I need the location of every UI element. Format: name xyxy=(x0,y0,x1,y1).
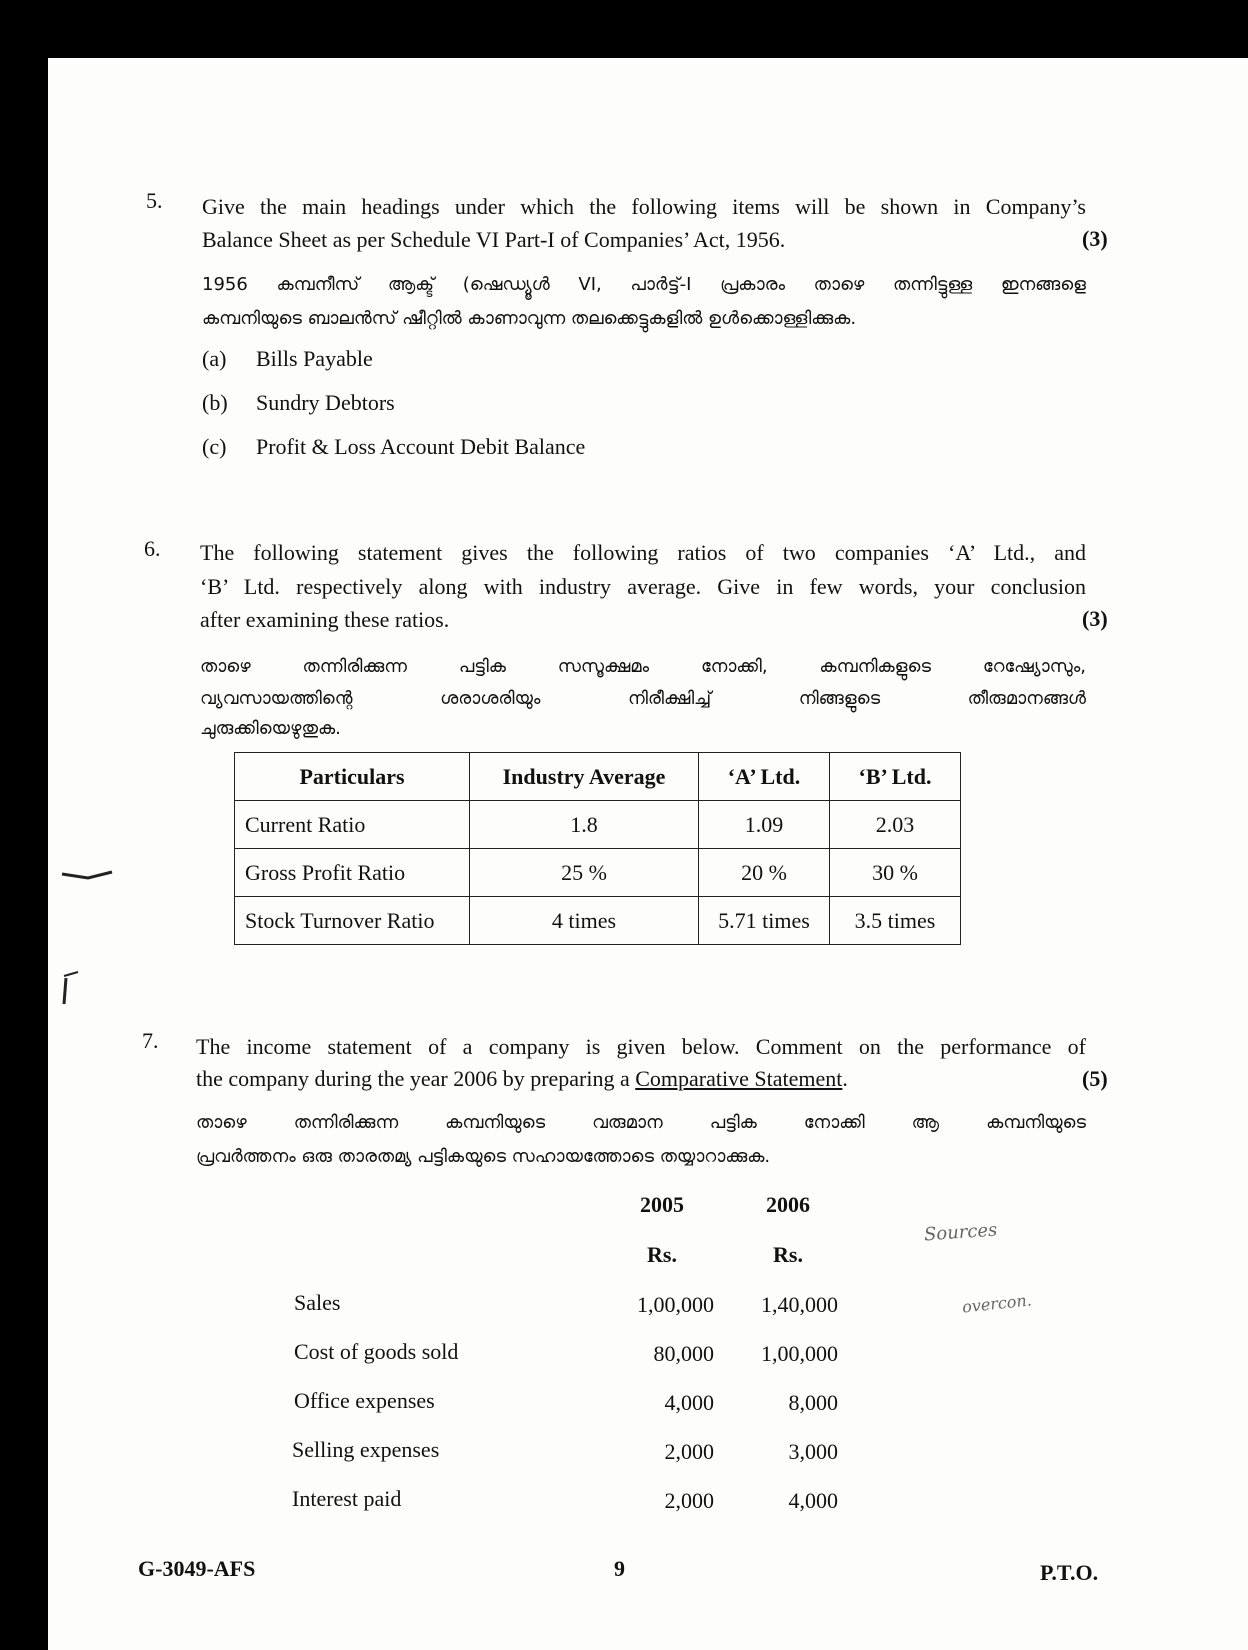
row-current-ratio-b: 2.03 xyxy=(830,801,961,849)
currency-2005: Rs. xyxy=(647,1242,677,1267)
question-5-malayalam-line-2: കമ്പനിയുടെ ബാലൻസ് ഷീറ്റിൽ കാണാവുന്ന തലക്കെട്ടുകളിൽ ഉൾക്കൊള്ളിക്കുക. xyxy=(202,308,857,329)
income-row-value-2006: 8,000 xyxy=(788,1390,838,1415)
row-stock-turnover-a: 5.71 times xyxy=(699,897,830,945)
question-6-malayalam-line-3: ചുരുക്കിയെഴുതുക. xyxy=(200,718,341,739)
question-7-marks: (5) xyxy=(1082,1066,1108,1091)
question-6-malayalam-line-2: വ്യവസായത്തിന്റെ ശരാശരിയും നിരീക്ഷിച്ച് നിങ്ങളുടെ തീരുമാനങ്ങൾ xyxy=(200,688,1086,709)
handwritten-note-1: Sources xyxy=(923,1219,998,1246)
question-7-malayalam-line-1: താഴെ തന്നിരിക്കുന്ന കമ്പനിയുടെ വരുമാന പട്ടിക നോക്കി ആ കമ്പനിയുടെ xyxy=(196,1112,1086,1133)
row-current-ratio-a: 1.09 xyxy=(699,801,830,849)
row-gross-profit-a: 20 % xyxy=(699,849,830,897)
ratios-table xyxy=(234,752,961,945)
question-7-number: 7. xyxy=(142,1028,159,1053)
comparative-statement-underlined: Comparative Statement xyxy=(635,1066,843,1091)
item-b-label: (b) xyxy=(202,390,228,415)
question-7-line-2-end: . xyxy=(842,1066,848,1091)
question-5-marks: (3) xyxy=(1082,226,1108,251)
table-header-row xyxy=(235,753,961,801)
income-row-value-2005: 2,000 xyxy=(664,1488,714,1513)
row-gross-profit-label: Gross Profit Ratio xyxy=(235,849,470,897)
income-row-label: Office expenses xyxy=(294,1388,435,1413)
row-gross-profit-industry: 25 % xyxy=(470,849,699,897)
income-row-value-2005: 4,000 xyxy=(664,1390,714,1415)
income-row-label: Sales xyxy=(294,1290,341,1315)
question-6-malayalam-line-1: താഴെ തന്നിരിക്കുന്ന പട്ടിക സസൂക്ഷമം നോക്കി, കമ്പനികളുടെ റേഷ്യോസും, xyxy=(200,656,1086,677)
item-b-text: Sundry Debtors xyxy=(256,390,395,415)
year-2006-header: 2006 xyxy=(766,1192,810,1217)
income-row-label: Cost of goods sold xyxy=(294,1339,459,1364)
scan-mark-lines xyxy=(56,868,126,1008)
question-7-line-1: The income statement of a company is given below. Comment on the performance of xyxy=(196,1034,1086,1059)
handwritten-note-2: overcon. xyxy=(961,1290,1033,1317)
question-5-number: 5. xyxy=(146,188,163,213)
question-6-line-2: ‘B’ Ltd. respectively along with industry average. Give in few words, your conclusion xyxy=(200,574,1086,599)
currency-2006: Rs. xyxy=(773,1242,803,1267)
row-gross-profit-b: 30 % xyxy=(830,849,961,897)
table-row xyxy=(235,849,961,897)
row-stock-turnover-b: 3.5 times xyxy=(830,897,961,945)
item-c-text: Profit & Loss Account Debit Balance xyxy=(256,434,586,459)
income-row-value-2006: 1,40,000 xyxy=(761,1292,838,1317)
footer-page-number: 9 xyxy=(614,1556,625,1581)
row-stock-turnover-industry: 4 times xyxy=(470,897,699,945)
table-row xyxy=(235,801,961,849)
income-row-label: Interest paid xyxy=(292,1486,402,1511)
income-row-value-2006: 4,000 xyxy=(788,1488,838,1513)
table-row xyxy=(235,897,961,945)
question-5-line-1: Give the main headings under which the following items will be shown in Company’s xyxy=(202,194,1086,219)
header-industry-average: Industry Average xyxy=(470,753,699,801)
question-7-line-2 xyxy=(196,1062,848,1095)
question-5-malayalam-line-1: 1956 കമ്പനീസ് ആക്ട് (ഷെഡ്യൂൾ VI, പാർട്ട്-I പ്രകാരം താഴെ തന്നിട്ടുള്ള ഇനങ്ങളെ xyxy=(202,274,1086,295)
row-current-ratio-industry: 1.8 xyxy=(470,801,699,849)
question-7-malayalam-line-2: പ്രവർത്തനം ഒരു താരതമ്യ പട്ടികയുടെ സഹായത്തോടെ തയ്യാറാക്കുക. xyxy=(196,1146,771,1167)
income-row-value-2005: 80,000 xyxy=(653,1341,714,1366)
income-row-value-2006: 3,000 xyxy=(788,1439,838,1464)
row-stock-turnover-label: Stock Turnover Ratio xyxy=(235,897,470,945)
question-5-line-2: Balance Sheet as per Schedule VI Part-I of Companies’ Act, 1956. xyxy=(202,227,786,252)
header-particulars: Particulars xyxy=(235,753,470,801)
income-row-value-2005: 1,00,000 xyxy=(637,1292,714,1317)
item-a-label: (a) xyxy=(202,346,227,371)
header-a-ltd: ‘A’ Ltd. xyxy=(699,753,830,801)
header-b-ltd: ‘B’ Ltd. xyxy=(830,753,961,801)
item-a-text: Bills Payable xyxy=(256,346,373,371)
question-7-line-2-text: the company during the year 2006 by preparing a xyxy=(196,1066,636,1091)
footer-pto: P.T.O. xyxy=(1040,1560,1099,1585)
item-c-label: (c) xyxy=(202,434,227,459)
footer-paper-code: G-3049-AFS xyxy=(138,1556,256,1581)
question-6-number: 6. xyxy=(144,536,161,561)
income-row-label: Selling expenses xyxy=(292,1437,440,1462)
row-current-ratio-label: Current Ratio xyxy=(235,801,470,849)
question-6-line-3: after examining these ratios. xyxy=(200,607,450,632)
income-row-value-2005: 2,000 xyxy=(664,1439,714,1464)
year-2005-header: 2005 xyxy=(640,1192,684,1217)
income-row-value-2006: 1,00,000 xyxy=(761,1341,838,1366)
question-6-marks: (3) xyxy=(1082,606,1108,631)
question-6-line-1: The following statement gives the following ratios of two companies ‘A’ Ltd., and xyxy=(200,540,1086,565)
